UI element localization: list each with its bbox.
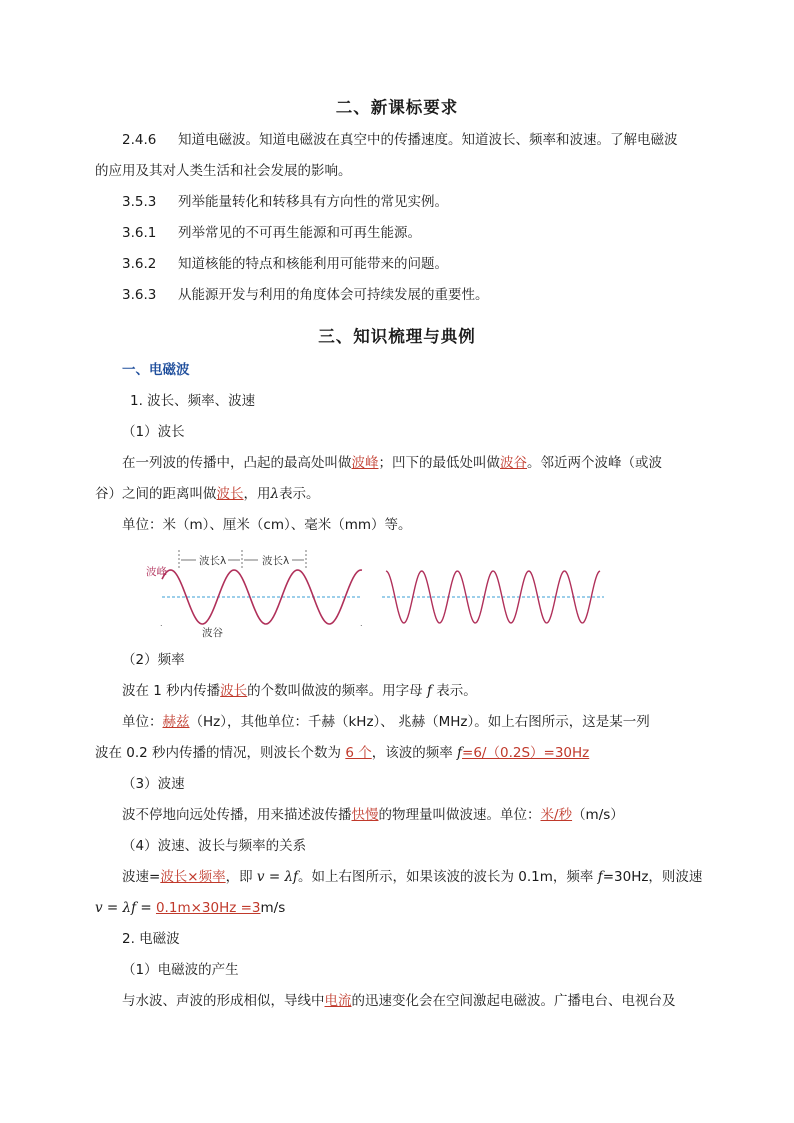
item-title: （3）波速 [122, 776, 185, 792]
requirement-line [122, 254, 448, 274]
crest-label: 波峰 [146, 566, 167, 578]
unit-line: 单位：米（m）、厘米（cm）、毫米（mm）等。 [122, 517, 412, 533]
text: （m/s） [572, 807, 624, 823]
section-title-knowledge: 三、知识梳理与典例 [318, 327, 476, 346]
trough-label: 波谷 [202, 627, 223, 639]
answer-crest: 波峰 [351, 455, 379, 471]
paragraph-line [122, 681, 477, 701]
text: 。邻近两个波峰（或波 [527, 455, 662, 471]
requirement-text: 从能源开发与利用的角度体会可持续发展的重要性。 [178, 287, 489, 303]
requirement-line [122, 223, 421, 243]
text: 的个数叫做波的频率。用字母 [247, 683, 427, 699]
requirement-code: 3.6.1 [122, 225, 157, 241]
wavelength-label: 波长λ [262, 555, 290, 567]
text: 的物理量叫做波速。单位： [378, 807, 541, 823]
paragraph-line [122, 991, 676, 1011]
wavelength-label: 波长λ [199, 555, 227, 567]
section-title-requirements: 二、新课标要求 [335, 98, 459, 117]
answer-wavelength: 波长 [216, 486, 244, 502]
answer-count: 6 个 [345, 745, 372, 761]
answer-hertz: 赫兹 [162, 714, 190, 730]
item-title: （1）电磁波的产生 [122, 962, 239, 978]
requirement-text: 知道电磁波。知道电磁波在真空中的传播速度。知道波长、频率和波速。了解电磁波 [178, 132, 678, 148]
topic-title: 1. 波长、频率、波速 [130, 393, 256, 409]
lambda-symbol: λ [270, 486, 280, 502]
requirement-continuation: 的应用及其对人类生活和社会发展的影响。 [95, 163, 352, 179]
text: ，用 [243, 486, 271, 502]
requirement-code: 3.6.3 [122, 287, 157, 303]
topic-title: 2. 电磁波 [122, 931, 180, 947]
answer-trough: 波谷 [500, 455, 527, 471]
answer-speed: 快慢 [351, 807, 379, 823]
answer-current: 电流 [324, 993, 352, 1009]
f-symbol: f [597, 869, 603, 885]
requirement-line [122, 192, 448, 212]
text: 的迅速变化会在空间激起电磁波。广播电台、电视台及 [351, 993, 676, 1009]
paragraph-line [122, 867, 702, 887]
requirement-text: 列举常见的不可再生能源和可再生能源。 [178, 225, 421, 241]
item-title: （2）频率 [122, 652, 185, 668]
text: 单位： [122, 714, 163, 730]
axis-tick-dot: . [360, 619, 363, 628]
text: 表示。 [431, 683, 477, 699]
paragraph-line [122, 453, 662, 473]
answer-speed-calc: 0.1m×30Hz =3 [155, 900, 261, 916]
paragraph-line [95, 898, 285, 918]
paragraph-line [95, 743, 589, 763]
item-title: （4）波速、波长与频率的关系 [122, 838, 307, 854]
text: ，该波的频率 [371, 745, 458, 761]
requirement-text: 知道核能的特点和核能利用可能带来的问题。 [178, 256, 448, 272]
text: 谷）之间的距离叫做 [95, 486, 217, 502]
text: m/s [260, 900, 286, 916]
formula: v = λf = [95, 900, 156, 916]
answer-formula: 波长×频率 [160, 869, 226, 885]
axis-tick-dot: . [160, 619, 163, 628]
text: 波在 1 秒内传播 [122, 683, 221, 699]
text: （Hz），其他单位：千赫（kHz）、 兆赫（MHz）。如上右图所示，这是某一列 [189, 714, 650, 730]
formula: v = λf [256, 869, 298, 885]
subsection-heading: 一、电磁波 [122, 362, 190, 378]
requirement-code: 2.4.6 [122, 132, 157, 148]
requirement-code: 3.6.2 [122, 256, 157, 272]
text: 表示。 [279, 486, 320, 502]
text: =30Hz，则波速 [602, 869, 703, 885]
f-symbol: f [457, 745, 463, 761]
text: 与水波、声波的形成相似，导线中 [122, 993, 325, 1009]
text: 。如上右图所示，如果该波的波长为 0.1m，频率 [298, 869, 598, 885]
paragraph-line [95, 484, 320, 504]
requirement-code: 3.5.3 [122, 194, 157, 210]
f-symbol: f [426, 683, 432, 699]
text: 波在 0.2 秒内传播的情况，则波长个数为 [95, 745, 346, 761]
answer-frequency-calc: =6/（0.2S）=30Hz [462, 745, 590, 761]
text: 波速= [122, 869, 161, 885]
item-title: （1）波长 [122, 424, 185, 440]
answer-unit: 米/秒 [540, 807, 573, 823]
wave-figure [140, 546, 620, 642]
requirement-line [122, 130, 678, 150]
requirement-text: 列举能量转化和转移具有方向性的常见实例。 [178, 194, 448, 210]
paragraph-line [122, 712, 650, 732]
text: 在一列波的传播中，凸起的最高处叫做 [122, 455, 352, 471]
answer-wavelength: 波长 [220, 683, 248, 699]
requirement-line [122, 285, 489, 305]
text: ，即 [225, 869, 257, 885]
text: 波不停地向远处传播，用来描述波传播 [122, 807, 352, 823]
paragraph-line [122, 805, 624, 825]
text: ；凹下的最低处叫做 [378, 455, 500, 471]
